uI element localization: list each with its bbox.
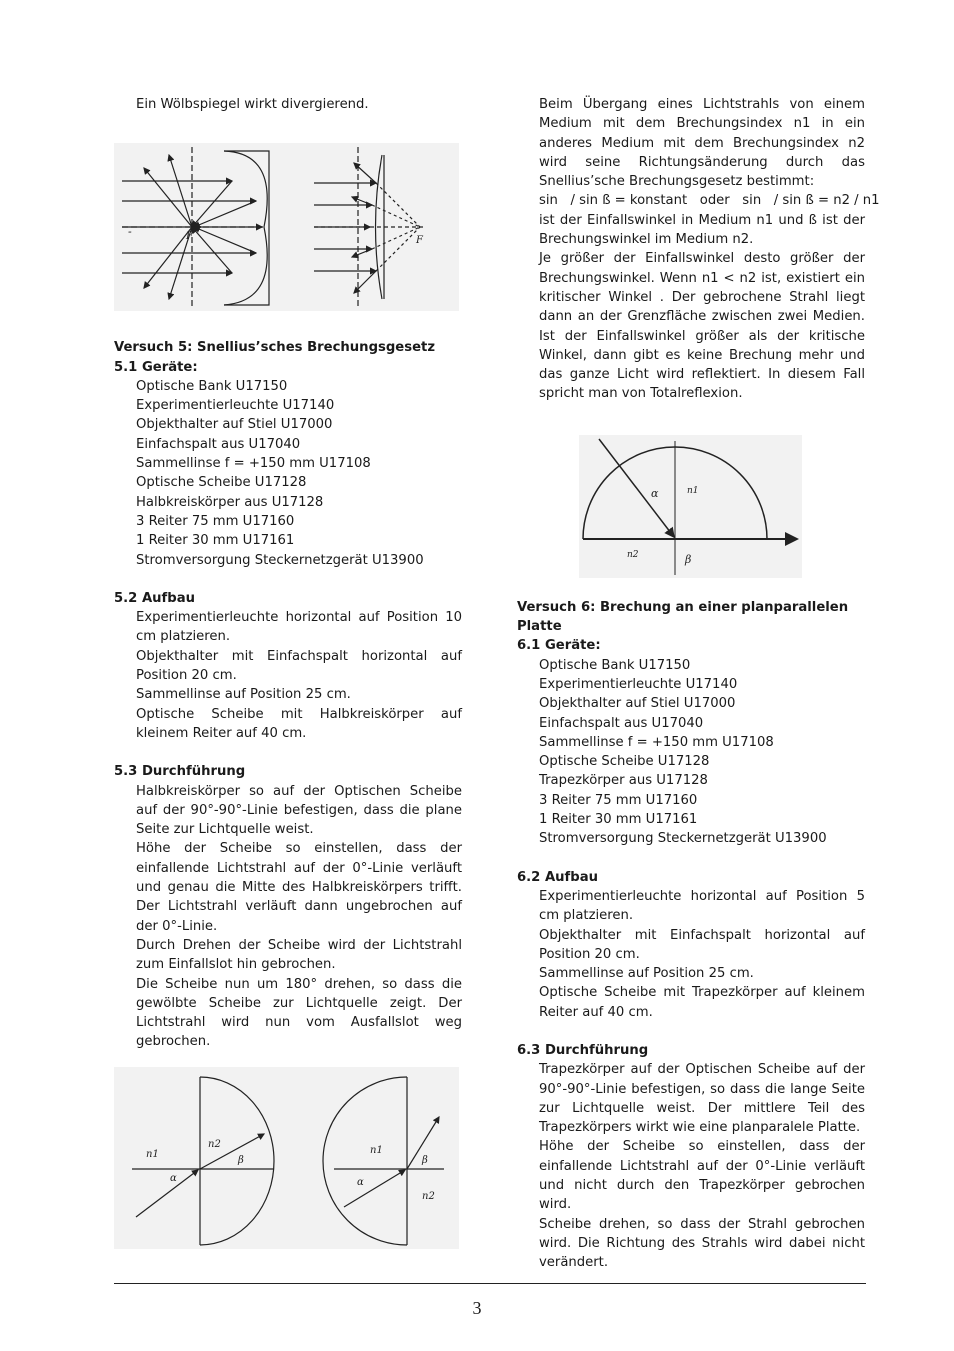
minus-label: - (128, 225, 132, 239)
paragraph: Höhe der Scheibe so einstellen, dass der einfallende Lichtstrahl auf der 0°-Linie verläuft und nicht durch den Trapezkörper gebrochen wird. (539, 1139, 865, 1213)
v6-2-title: 6.2 Aufbau (517, 869, 599, 885)
list-item: Trapezkörper aus U17128 (539, 773, 708, 789)
paragraph: Sammellinse auf Position 25 cm. (539, 966, 754, 982)
list-item: Optische Scheibe U17128 (136, 475, 307, 491)
label-n1: n1 (687, 485, 699, 496)
list-item: Optische Bank U17150 (136, 378, 288, 394)
list-item: Halbkreiskörper aus U17128 (136, 494, 324, 510)
list-item: 1 Reiter 30 mm U17161 (136, 533, 295, 549)
critical-angle-figure (579, 435, 802, 578)
paragraph: Je größer der Einfallswinkel desto größer der Brechungswinkel. Wenn n1 < n2 ist, existiert ein kritischer Winkel . Der gebrochene Strahl liegt dann an der Grenzfläche zwischen zwei Medien. Ist der Einfallswinkel größer als der kritische Winkel, dann gibt es keine Brechung mehr und das ganze Licht wird reflektiert. In diesem Fall spricht man von Totalreflexion. (539, 251, 865, 402)
paragraph: Objekthalter mit Einfachspalt horizontal auf Position 20 cm. (136, 648, 462, 684)
label-n1-left: n1 (146, 1148, 159, 1160)
semicircle-refraction-diagram (114, 1067, 459, 1249)
list-item: Experimentierleuchte U17140 (136, 398, 335, 414)
convex-mirror-diagram (114, 143, 459, 311)
list-item: Optische Bank U17150 (539, 657, 691, 673)
label-beta-right: β (422, 1154, 428, 1166)
paragraph: Optische Scheibe mit Trapezkörper auf kleinem Reiter auf 40 cm. (539, 985, 865, 1020)
paragraph: Höhe der Scheibe so einstellen, dass der einfallende Lichtstrahl auf der 0°-Linie verläuft und genau die Mitte des Halbkreiskörpers trifft. Der Lichtstrahl verläuft dann ungebrochen auf der 0°-Linie. (136, 841, 462, 934)
focus-label-left: F (186, 231, 193, 243)
list-item: 3 Reiter 75 mm U17160 (539, 792, 698, 808)
label-beta: β (685, 552, 692, 566)
list-item: Objekthalter auf Stiel U17000 (136, 417, 333, 433)
refraction-figure (114, 1067, 459, 1249)
label-n2-right: n2 (422, 1190, 435, 1202)
label-beta-left: β (238, 1154, 244, 1166)
focus-label-right: F (416, 235, 423, 247)
list-item: Objekthalter auf Stiel U17000 (539, 696, 736, 712)
v5-title: Versuch 5: Snellius’sches Brechungsgesetz (114, 340, 436, 356)
list-item: Stromversorgung Steckernetzgerät U13900 (539, 831, 827, 847)
list-item: Stromversorgung Steckernetzgerät U13900 (136, 552, 424, 568)
v5-procedure (114, 782, 462, 1052)
snell-explanation (517, 211, 865, 404)
label-alpha: α (651, 486, 659, 500)
mirror-left (122, 147, 269, 307)
critical-angle-diagram (579, 435, 802, 578)
label-alpha-right: α (357, 1176, 364, 1188)
footer-rule (114, 1283, 866, 1284)
v6-setup (517, 887, 865, 1022)
v5-2-title: 5.2 Aufbau (114, 590, 196, 606)
paragraph: Experimentierleuchte horizontal auf Position 10 cm platzieren. (136, 610, 462, 645)
v5-3-title: 5.3 Durchführung (114, 764, 246, 780)
v5-equipment-list (114, 377, 462, 570)
label-n1-right: n1 (370, 1144, 383, 1156)
list-item: Sammellinse f = +150 mm U17108 (539, 734, 774, 750)
paragraph: Sammellinse auf Position 25 cm. (136, 687, 351, 703)
list-item: 1 Reiter 30 mm U17161 (539, 812, 698, 828)
list-item: Experimentierleuchte U17140 (539, 676, 738, 692)
label-n2: n2 (627, 549, 639, 560)
paragraph: Scheibe drehen, so dass der Strahl gebrochen wird. Die Richtung des Strahls wird dabei nicht verändert. (539, 1216, 865, 1271)
v6-procedure (517, 1060, 865, 1272)
paragraph: Objekthalter mit Einfachspalt horizontal auf Position 20 cm. (539, 927, 865, 962)
list-item: Einfachspalt aus U17040 (539, 715, 704, 731)
mirror-figure (114, 143, 459, 311)
list-item: 3 Reiter 75 mm U17160 (136, 513, 295, 529)
list-item: Sammellinse f = +150 mm U17108 (136, 456, 371, 472)
v5-1-title: 5.1 Geräte: (114, 359, 198, 375)
paragraph: Die Scheibe nun um 180° drehen, so dass die gewölbte Scheibe zur Lichtquelle zeigt. Der Lichtstrahl wird nun vom Ausfallslot weg gebrochen. (136, 976, 462, 1050)
snell-intro (517, 95, 865, 191)
left-column (114, 95, 462, 1249)
list-item: Einfachspalt aus U17040 (136, 436, 301, 452)
mirror-right (314, 147, 424, 307)
paragraph: Trapezkörper auf der Optischen Scheibe auf der 90°-90°-Linie befestigen, so dass die lange Seite zur Lichtquelle weist. Der mittlere Teil des Trapezkörpers wirkt wie eine planparalele Platte. (539, 1062, 865, 1136)
v6-1-title: 6.1 Geräte: (517, 638, 601, 654)
right-column (517, 95, 880, 1273)
label-alpha-left: α (170, 1172, 177, 1184)
label-n2-left: n2 (208, 1138, 221, 1150)
paragraph: Halbkreiskörper so auf der Optischen Scheibe auf der 90°-90°-Linie befestigen, dass die plane Seite zur Lichtquelle weist. (136, 783, 462, 838)
paragraph: Durch Drehen der Scheibe wird der Lichtstrahl zum Einfallslot hin gebrochen. (136, 937, 462, 973)
v5-setup (114, 608, 462, 743)
paragraph: Experimentierleuchte horizontal auf Position 5 cm platzieren. (539, 888, 865, 924)
snell-formula: sin / sin ß = konstant oder sin / sin ß = n2 / n1 (539, 193, 880, 209)
page-number: 3 (472, 1298, 482, 1318)
list-item: Optische Scheibe U17128 (539, 754, 710, 770)
paragraph: Optische Scheibe mit Halbkreiskörper auf kleinem Reiter auf 40 cm. (136, 706, 462, 741)
v6-equipment-list (517, 656, 865, 849)
paragraph: Beim Übergang eines Lichtstrahls von einem Medium mit dem Brechungsindex n1 in ein anderes Medium mit dem Brechungsindex n2 wird seine Richtungsänderung durch das Snellius’sche Brechungsgesetz bestimmt: (539, 97, 865, 190)
paragraph: ist der Einfallswinkel in Medium n1 und ß ist der Brechungswinkel im Medium n2. (539, 212, 865, 248)
v6-3-title: 6.3 Durchführung (517, 1042, 649, 1058)
intro-text: Ein Wölbspiegel wirkt divergierend. (136, 97, 369, 112)
v6-title: Versuch 6: Brechung an einer planparallelen Platte (517, 599, 849, 635)
